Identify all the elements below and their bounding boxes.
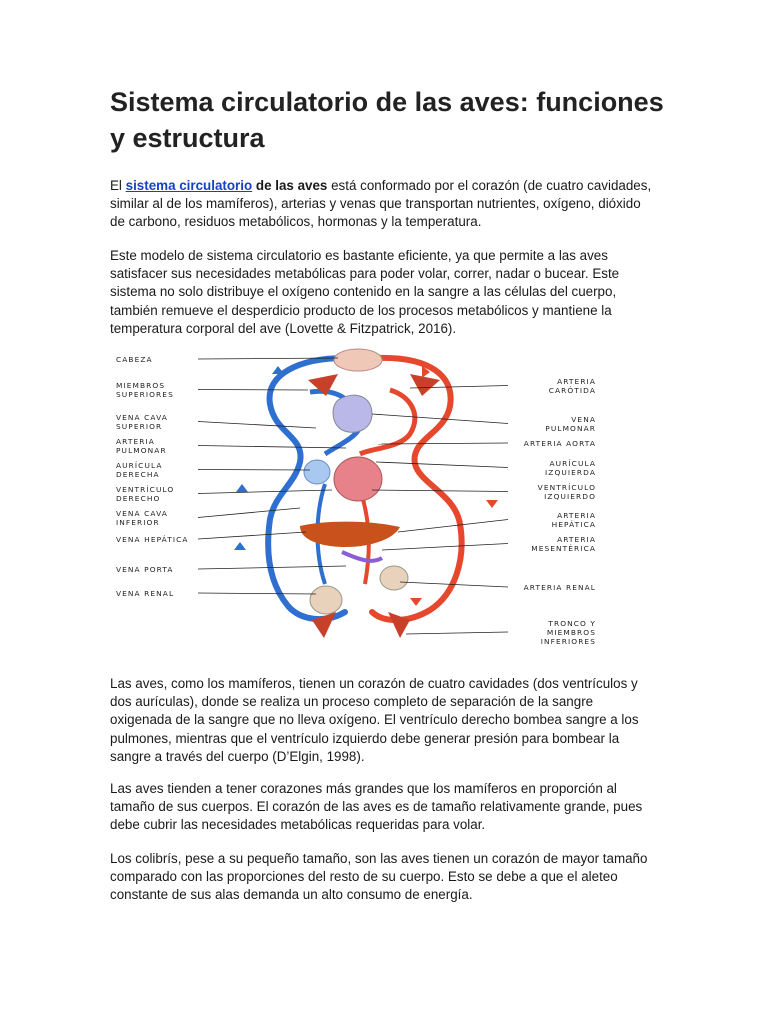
left-label-8-line-0: VENA PORTA [116, 565, 174, 574]
lung-organ [333, 395, 372, 432]
right-atrium [304, 460, 330, 484]
circulatory-diagram [110, 344, 610, 644]
right-label-8-line-2: INFERIORES [540, 637, 596, 644]
arrow-vein-3 [236, 484, 248, 492]
left-label-7-line-0: VENA HEPÁTICA [116, 535, 189, 544]
left-leader-line-9 [198, 593, 316, 594]
vein-loop [268, 358, 345, 619]
left-leader-line-2 [198, 422, 316, 429]
right-leader-line-6 [382, 544, 508, 551]
page-title: Sistema circulatorio de las aves: funciones y estructura [110, 87, 664, 153]
right-leader-line-3 [376, 462, 508, 468]
left-label-4-line-0: AURÍCULA [116, 461, 163, 470]
arrow-vein-1 [272, 366, 284, 374]
circulatory-diagram-svg [110, 344, 610, 644]
right-leader-line-5 [398, 520, 508, 533]
left-leader-line-6 [198, 508, 300, 518]
paragraph-hummingbird: Los colibrís, pese a su pequeño tamaño, son las aves tienen un corazón de mayor tamaño comparado con las proporciones del resto de su cuerpo. Esto se debe a que el aleteo constante de sus alas demanda un alto consumo de energía. [110, 851, 648, 903]
arrow-artery-2 [486, 500, 498, 508]
right-label-8-line-1: MIEMBROS [546, 628, 596, 637]
left-leader-line-5 [198, 490, 332, 494]
left-leader-line-3 [198, 446, 346, 449]
leg-muscle-left [312, 612, 336, 638]
right-label-8-line-0: TRONCO Y [548, 619, 596, 628]
left-label-4-line-1: DERECHA [116, 470, 160, 479]
right-label-1-line-1: PULMONAR [545, 424, 596, 433]
right-label-7-line-0: ARTERIA RENAL [523, 583, 596, 592]
kidney-left [310, 586, 342, 614]
paragraph-efficiency: Este modelo de sistema circulatorio es bastante eficiente, ya que permite a las aves satisfacer sus necesidades metabólicas para poder volar, correr, nadar o bucear. Este sistema no solo distribuye el oxígeno contenido en la sangre a las células del cuerpo, también remueve el desperdicio producto de los procesos metabólicos y mantiene la temperatura corporal del ave (Lovette & Fitzpatrick, 2016). [110, 248, 620, 336]
intestine-loop [342, 552, 382, 561]
right-label-5-line-1: HEPÁTICA [551, 520, 596, 529]
left-label-0-line-0: CABEZA [116, 355, 153, 364]
arrow-artery-3 [410, 598, 422, 606]
paragraph-intro [110, 177, 658, 232]
brain-organ [334, 349, 382, 371]
right-label-1-line-0: VENA [571, 415, 596, 424]
right-leader-line-8 [406, 632, 508, 634]
left-leader-line-7 [198, 532, 306, 539]
right-label-4-line-0: VENTRÍCULO [537, 483, 596, 492]
liver-organ [300, 522, 400, 547]
right-label-3-line-1: IZQUIERDA [545, 468, 596, 477]
sistema-circulatorio-link[interactable]: sistema circulatorio [125, 178, 253, 193]
right-label-6-line-0: ARTERIA [557, 535, 596, 544]
left-label-3-line-0: ARTERIA [116, 437, 155, 446]
right-wing-muscle [410, 374, 440, 396]
right-labels [372, 377, 596, 644]
left-label-1-line-0: MIEMBROS [116, 381, 166, 390]
right-label-6-line-1: MESENTÉRICA [531, 544, 596, 553]
intro-prefix: El [110, 178, 126, 193]
left-leader-line-4 [198, 470, 310, 471]
intro-bold: de las aves [252, 178, 328, 193]
left-label-9-line-0: VENA RENAL [116, 589, 175, 598]
left-leader-line-1 [198, 390, 308, 391]
right-label-3-line-0: AURÍCULA [549, 459, 596, 468]
left-label-5-line-0: VENTRÍCULO [116, 485, 175, 494]
right-label-2-line-0: ARTERIA AORTA [523, 439, 596, 448]
paragraph-heart-size: Las aves tienden a tener corazones más grandes que los mamíferos en proporción al tamaño de sus cuerpos. El corazón de las aves es de tamaño relativamente grande, pues debe cubrir las necesidades metabólicas requeridas para volar. [110, 781, 643, 833]
left-label-1-line-1: SUPERIORES [116, 390, 174, 399]
left-label-2-line-1: SUPERIOR [116, 422, 163, 431]
left-label-6-line-1: INFERIOR [116, 518, 160, 527]
paragraph-heart: Las aves, como los mamíferos, tienen un corazón de cuatro cavidades (dos ventrículos y dos aurículas), donde se realiza un proceso completo de separación de la sangre oxigenada de la sangre que no lleva oxígeno. El ventrículo derecho bombea sangre a los pulmones, mientras que el ventrículo izquierdo debe generar presión para bombear la sangre a través del cuerpo (D’Elgin, 1998). [110, 676, 639, 764]
right-label-0-line-0: ARTERIA [557, 377, 596, 386]
left-label-6-line-0: VENA CAVA [116, 509, 168, 518]
heart-organ [334, 457, 382, 501]
arrow-vein-2 [234, 542, 246, 550]
intro-rest: está conformado por el corazón (de cuatro cavidades, similar al de los mamíferos), arterias y venas que transportan nutrientes, oxígeno, dióxido de carbono, residuos metabólicos, hormonas y la temperatura. [110, 178, 652, 230]
right-label-0-line-1: CARÓTIDA [548, 386, 596, 395]
left-label-2-line-0: VENA CAVA [116, 413, 168, 422]
right-label-4-line-1: IZQUIERDO [544, 492, 596, 501]
left-label-5-line-1: DERECHO [116, 494, 161, 503]
kidney-right [380, 566, 408, 590]
right-label-5-line-0: ARTERIA [557, 511, 596, 520]
left-label-3-line-1: PULMONAR [116, 446, 167, 455]
